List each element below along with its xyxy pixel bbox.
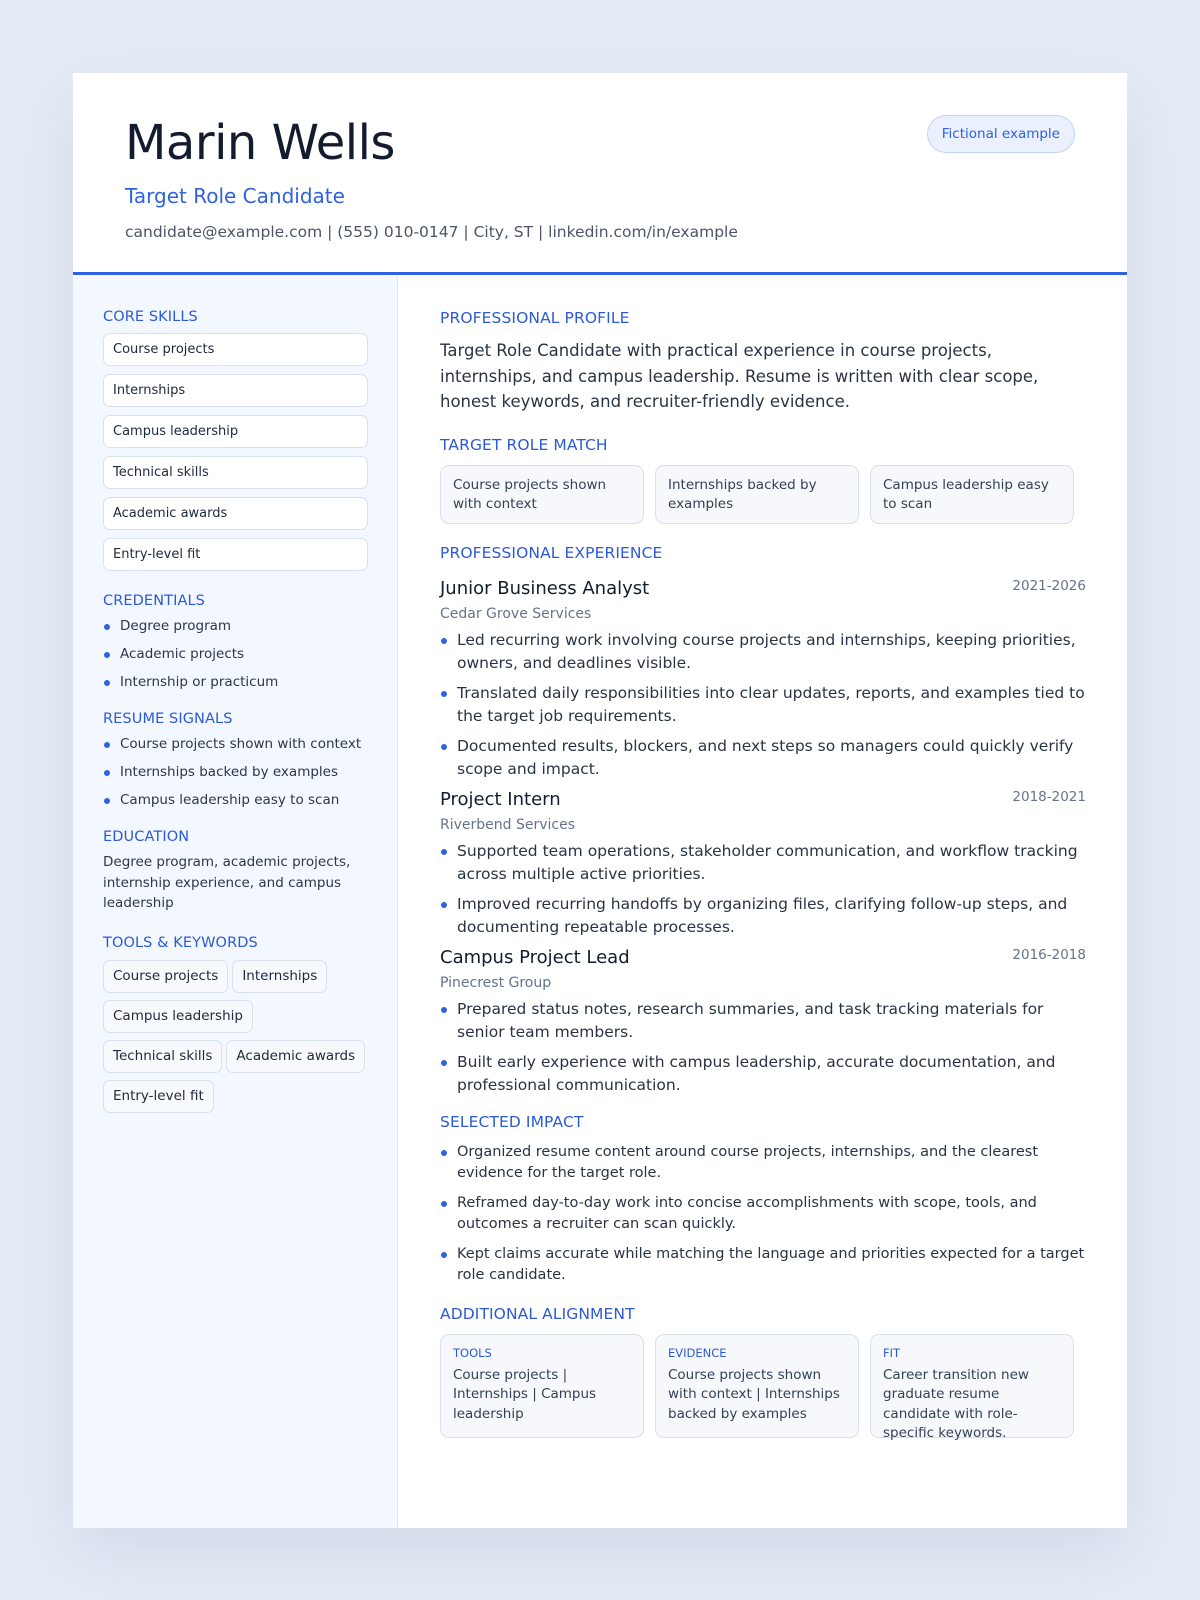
job-title: Project Intern <box>440 788 561 810</box>
signal-item: Course projects shown with context <box>103 734 367 762</box>
job-dates: 2016-2018 <box>1012 946 1086 963</box>
skill-item: Academic awards <box>103 497 368 530</box>
job-company: Riverbend Services <box>440 816 576 833</box>
match-card: Internships backed by examples <box>655 465 859 524</box>
credential-item: Academic projects <box>103 644 367 672</box>
credentials-title: CREDENTIALS <box>103 593 205 609</box>
main-content <box>399 275 1127 1528</box>
impact-list <box>440 1142 1086 1287</box>
job-bullets <box>440 629 1086 781</box>
credential-item: Internship or practicum <box>103 672 367 700</box>
alignment-text: Course projects shown with context | Internships backed by examples <box>668 1366 840 1422</box>
profile-text: Target Role Candidate with practical experience in course projects, internships, and campus leadership. Resume is written with clear scope, honest keywords, and recruiter-friendly evidence. <box>440 341 1039 411</box>
job-bullets <box>440 998 1086 1097</box>
job-bullet: Led recurring work involving course projects and internships, keeping priorities, owners, and deadlines visible. <box>440 629 1086 675</box>
keyword-tag: Entry-level fit <box>103 1080 214 1113</box>
signal-item: Internships backed by examples <box>103 762 367 790</box>
core-skills-list <box>103 333 367 571</box>
impact-item: Reframed day-to-day work into concise accomplishments with scope, tools, and outcomes a recruiter can scan quickly. <box>440 1193 1086 1236</box>
experience-title: PROFESSIONAL EXPERIENCE <box>440 543 663 562</box>
target-role-match-title: TARGET ROLE MATCH <box>440 435 608 454</box>
alignment-text: Course projects | Internships | Campus leadership <box>453 1366 597 1422</box>
alignment-card <box>870 1334 1074 1441</box>
education-title: EDUCATION <box>103 829 190 845</box>
job-bullet: Documented results, blockers, and next steps so managers could quickly verify scope and impact. <box>440 735 1086 781</box>
job-bullet: Built early experience with campus leadership, accurate documentation, and professional communication. <box>440 1051 1086 1097</box>
skill-item: Internships <box>103 374 368 407</box>
contact-line: candidate@example.com | (555) 010-0147 | City, ST | linkedin.com/in/example <box>125 223 738 241</box>
profile-title: PROFESSIONAL PROFILE <box>440 309 630 327</box>
job-company: Pinecrest Group <box>440 974 552 991</box>
keyword-tag: Academic awards <box>226 1040 365 1073</box>
core-skills-title: CORE SKILLS <box>103 309 198 325</box>
job-bullet: Improved recurring handoffs by organizing files, clarifying follow-up steps, and documenting repeatable processes. <box>440 893 1086 939</box>
alignment-label: TOOLS <box>453 1345 492 1360</box>
job-bullet: Prepared status notes, research summaries, and task tracking materials for senior team members. <box>440 998 1086 1044</box>
education-text: Degree program, academic projects, internship experience, and campus leadership <box>103 854 351 911</box>
additional-alignment-title: ADDITIONAL ALIGNMENT <box>440 1304 635 1323</box>
target-role-match-cards <box>440 465 1086 524</box>
skill-item: Campus leadership <box>103 415 368 448</box>
tools-keywords-tags <box>103 960 373 1120</box>
skill-item: Entry-level fit <box>103 538 368 571</box>
match-card: Campus leadership easy to scan <box>870 465 1074 524</box>
resume-header <box>73 73 1127 275</box>
sidebar <box>73 275 398 1528</box>
keyword-tag: Internships <box>232 960 327 993</box>
alignment-label: EVIDENCE <box>668 1345 727 1360</box>
job-company: Cedar Grove Services <box>440 605 592 622</box>
resume-signals-list <box>103 734 367 818</box>
job-entry <box>440 578 1086 781</box>
keyword-tag: Campus leadership <box>103 1000 253 1033</box>
resume-page <box>73 73 1127 1528</box>
selected-impact-title: SELECTED IMPACT <box>440 1112 584 1131</box>
fictional-example-badge: Fictional example <box>927 115 1075 153</box>
alignment-card <box>655 1334 859 1438</box>
job-bullet: Translated daily responsibilities into clear updates, reports, and examples tied to the target job requirements. <box>440 682 1086 728</box>
tools-keywords-title: TOOLS & KEYWORDS <box>103 934 258 951</box>
skill-item: Course projects <box>103 333 368 366</box>
skill-item: Technical skills <box>103 456 368 489</box>
job-title: Campus Project Lead <box>440 946 630 968</box>
job-bullets <box>440 840 1086 939</box>
alignment-label: FIT <box>883 1345 901 1360</box>
candidate-role: Target Role Candidate <box>125 184 345 208</box>
candidate-name: Marin Wells <box>125 115 395 171</box>
impact-item: Organized resume content around course projects, internships, and the clearest evidence for the target role. <box>440 1142 1086 1185</box>
alignment-text: Career transition new graduate resume candidate with role-specific keywords. <box>883 1366 1029 1441</box>
job-title: Junior Business Analyst <box>440 577 650 599</box>
job-bullet: Supported team operations, stakeholder communication, and workflow tracking across multiple active priorities. <box>440 840 1086 886</box>
signal-item: Campus leadership easy to scan <box>103 790 367 818</box>
resume-signals-title: RESUME SIGNALS <box>103 711 233 727</box>
job-dates: 2018-2021 <box>1012 788 1086 805</box>
match-card: Course projects shown with context <box>440 465 644 524</box>
job-entry <box>440 947 1086 1097</box>
credential-item: Degree program <box>103 616 367 644</box>
keyword-tag: Technical skills <box>103 1040 222 1073</box>
job-dates: 2021-2026 <box>1012 577 1086 594</box>
job-entry <box>440 789 1086 939</box>
impact-item: Kept claims accurate while matching the language and priorities expected for a target role candidate. <box>440 1244 1086 1287</box>
credentials-list <box>103 616 367 700</box>
alignment-cards <box>440 1334 1086 1441</box>
keyword-tag: Course projects <box>103 960 228 993</box>
alignment-card <box>440 1334 644 1438</box>
